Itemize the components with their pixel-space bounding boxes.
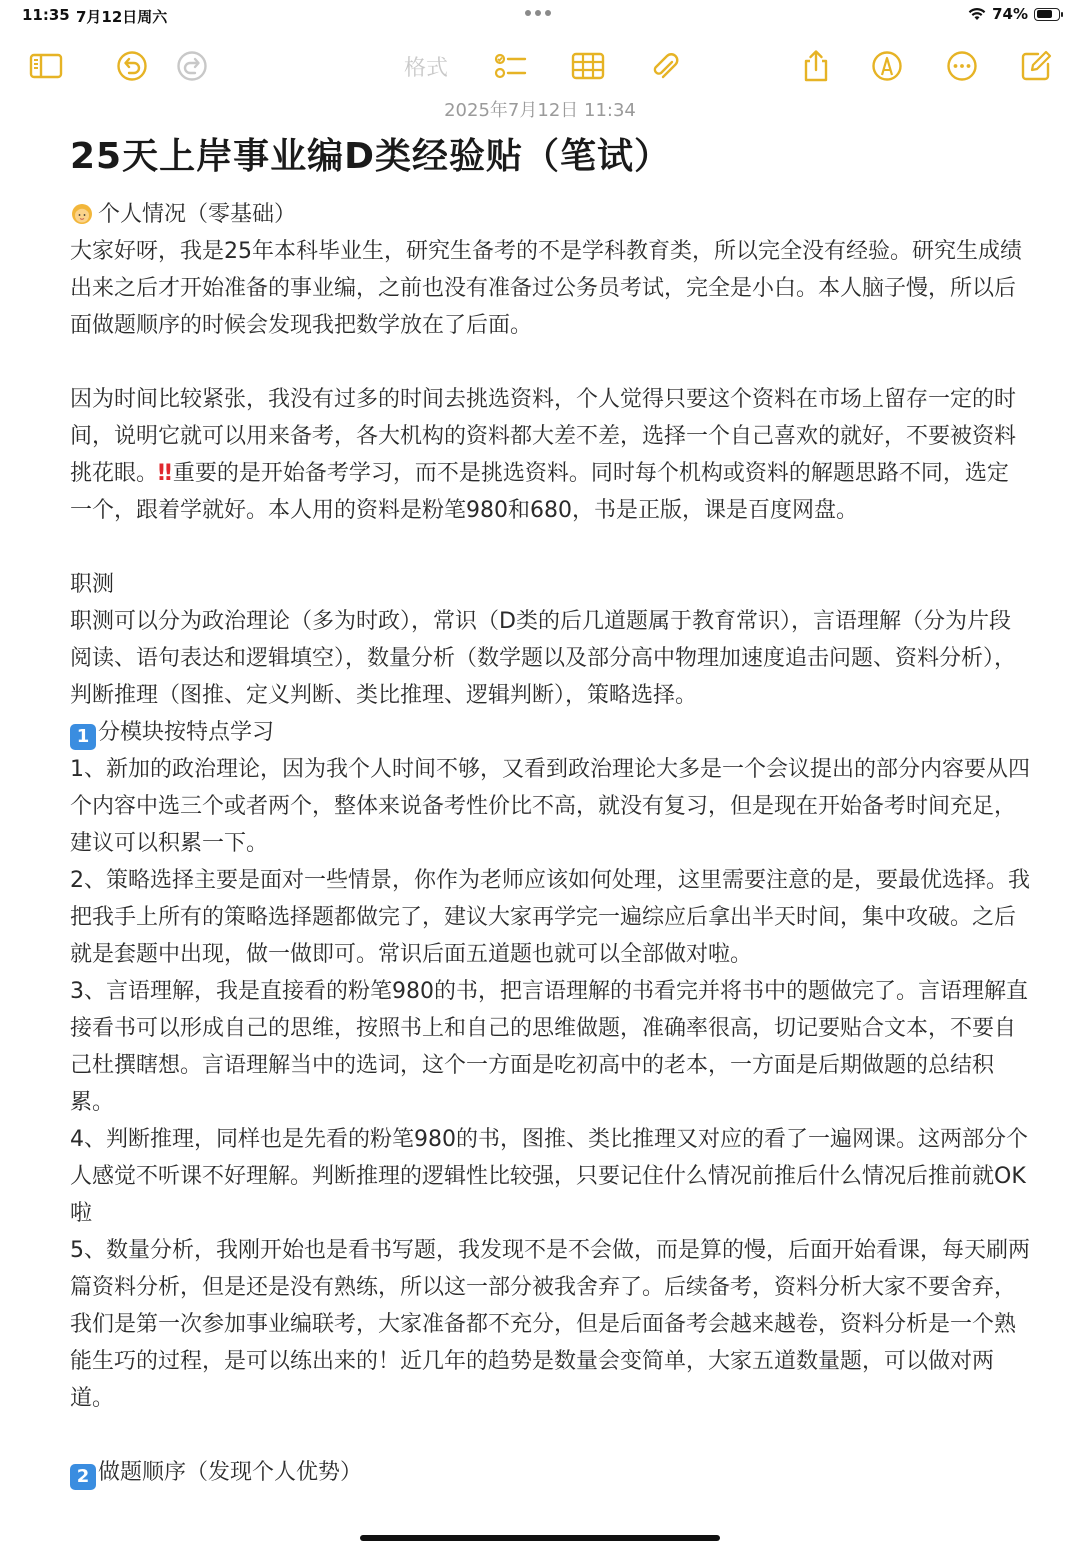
wifi-icon (968, 7, 986, 21)
list-item: 5、数量分析，我刚开始也是看书写题，我发现不是不会做，而是算的慢，后面开始看课，每天刷两篇资料分析，但是还是没有熟练，所以这一部分被我舍弃了。后续备考，资料分析大家不要舍弃，我们是第一次参加事业编联考，大家准备都不充分，但是后面备考会越来越卷，资料分析是一个熟能生巧的过程，是可以练出来的！近几年的趋势是数量会变简单，大家五道数量题，可以做对两道。 (70, 1238, 1031, 1411)
paragraph-intro: 大家好呀，我是25年本科毕业生，研究生备考的不是学科教育类，所以完全没有经验。研究生成绩出来之后才开始准备的事业编，之前也没有准备过公务员考试，完全是小白。本人脑子慢，所以后面做题顺序的时候会发现我把数学放在了后面。 (70, 239, 1022, 338)
note-title[interactable]: 25天上岸事业编D类经验贴（笔试） (70, 136, 671, 177)
note-body[interactable] (70, 196, 1030, 1491)
checklist-button[interactable] (490, 44, 530, 88)
compose-icon (1018, 48, 1054, 84)
list-item: 4、判断推理，同样也是先看的粉笔980的书，图推、类比推理又对应的看了一遍网课。这两部分个人感觉不听课不好理解。判断推理的逻辑性比较强，只要记住什么情况前推后什么情况后推前就OK啦 (70, 1127, 1028, 1226)
blank-line (70, 1417, 1030, 1454)
paragraph-materials (70, 381, 1030, 529)
keycap-one-icon: 1 (70, 724, 96, 750)
table-button[interactable] (568, 44, 608, 88)
more-button[interactable] (942, 44, 982, 88)
paperclip-icon (646, 48, 682, 84)
section-personal (70, 196, 1030, 233)
redo-button[interactable] (172, 44, 212, 88)
section-personal-text: 个人情况（零基础） (98, 202, 297, 227)
paragraph-materials-a: 因为时间比较紧张，我没有过多的时间去挑选资料，个人觉得只要这个资料在市场上留存一定的时间，说明它就可以用来备考，各大机构的资料都大差不差，选择一个自己喜欢的就好，不要被资料挑花眼。 (70, 387, 1017, 486)
section-zhice: 职测 (70, 572, 115, 597)
battery-percent: 74% (992, 5, 1028, 23)
more-icon (944, 48, 980, 84)
heading-1-text: 分模块按特点学习 (98, 720, 275, 745)
home-indicator[interactable] (360, 1535, 720, 1541)
heading-1 (70, 714, 1030, 751)
compose-button[interactable] (1016, 44, 1056, 88)
checklist-icon (492, 48, 528, 84)
battery-fill (1037, 10, 1053, 18)
sidebar-icon (28, 48, 64, 84)
battery-icon (1034, 8, 1060, 21)
double-exclamation-icon: ‼ (158, 461, 169, 486)
heading-2-text: 做题顺序（发现个人优势） (98, 1460, 363, 1485)
attach-button[interactable] (644, 44, 684, 88)
paragraph-materials-b: 重要的是开始备考学习，而不是挑选资料。同时每个机构或资料的解题思路不同，选定一个，跟着学就好。本人用的资料是粉笔980和680，书是正版，课是百度网盘。 (70, 461, 1009, 523)
multitasking-dots-icon[interactable] (525, 10, 551, 16)
paragraph-zhice: 职测可以分为政治理论（多为时政），常识（D类的后几道题属于教育常识），言语理解（分为片段阅读、语句表达和逻辑填空），数量分析（数学题以及部分高中物理加速度追击问题、资料分析），判断推理（图推、定义判断、类比推理、逻辑判断），策略选择。 (70, 609, 1017, 708)
heading-2 (70, 1454, 1030, 1491)
status-bar (0, 0, 1080, 34)
notes-toolbar (0, 44, 1080, 88)
markup-button[interactable] (867, 44, 907, 88)
keycap-two-icon: 2 (70, 1464, 96, 1490)
format-button[interactable]: 格式 (403, 55, 448, 81)
blank-line (70, 344, 1030, 381)
status-date: 7月12日周六 (76, 8, 168, 26)
redo-icon (174, 48, 210, 84)
note-timestamp: 2025年7月12日 11:34 (444, 100, 636, 121)
blank-line (70, 529, 1030, 566)
undo-button[interactable] (112, 44, 152, 88)
undo-icon (114, 48, 150, 84)
share-icon (798, 48, 834, 84)
table-icon (570, 48, 606, 84)
status-time: 11:35 (22, 6, 70, 24)
share-button[interactable] (796, 44, 836, 88)
list-item: 1、新加的政治理论，因为我个人时间不够，又看到政治理论大多是一个会议提出的部分内容要从四个内容中选三个或者两个，整体来说备考性价比不高，就没有复习，但是现在开始备考时间充足，建议可以积累一下。 (70, 757, 1031, 856)
sidebar-toggle-button[interactable] (26, 44, 66, 88)
markup-pen-icon (869, 48, 905, 84)
girl-emoji-icon (70, 201, 94, 225)
note-editor[interactable] (70, 132, 1030, 1491)
list-item: 2、策略选择主要是面对一些情景，你作为老师应该如何处理，这里需要注意的是，要最优选择。我把我手上所有的策略选择题都做完了，建议大家再学完一遍综应后拿出半天时间，集中攻破。之后就是套题中出现，做一做即可。常识后面五道题也就可以全部做对啦。 (70, 868, 1031, 967)
list-item: 3、言语理解，我是直接看的粉笔980的书，把言语理解的书看完并将书中的题做完了。言语理解直接看书可以形成自己的思维，按照书上和自己的思维做题，准确率很高，切记要贴合文本，不要自己杜撰瞎想。言语理解当中的选词，这个一方面是吃初高中的老本，一方面是后期做题的总结积累。 (70, 979, 1028, 1115)
status-right (968, 5, 1060, 23)
